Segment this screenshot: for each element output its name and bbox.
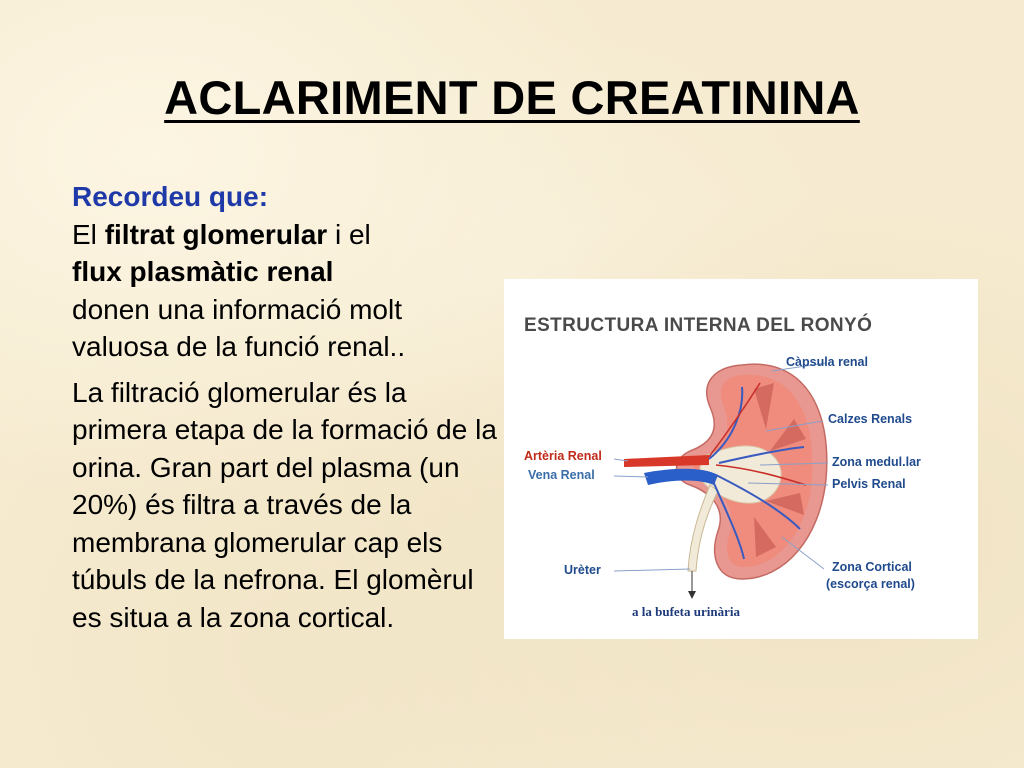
leader-vena [614, 476, 648, 477]
renal-artery-shape [624, 455, 709, 467]
label-zona-medul: Zona medul.lar [832, 455, 921, 469]
recordeu-label: Recordeu que: [72, 181, 269, 212]
renal-vein-shape [644, 469, 718, 485]
body-text [72, 178, 497, 636]
figure-title: ESTRUCTURA INTERNA DEL RONYÓ [524, 315, 873, 336]
label-ureter: Urèter [564, 563, 601, 577]
text-el: El [72, 218, 105, 250]
term-filtrat-glomerular: filtrat glomerular [104, 218, 328, 250]
slide-title: ACLARIMENT DE CREATININA [164, 71, 860, 124]
label-zona-cortical: Zona Cortical [832, 560, 912, 574]
paragraph-filtration: La filtració glomerular és la primera etapa de la formació de la orina. Gran part del plasma (un 20%) és filtra a través de la membrana glomerular cap els túbuls de la nefrona. El glomèrul es situa a la zona cortical. [72, 376, 497, 633]
arrow-head [688, 591, 696, 599]
label-arteria: Artèria Renal [524, 449, 602, 463]
label-calzes: Calzes Renals [828, 412, 913, 426]
kidney-figure [504, 279, 978, 639]
label-capsula: Càpsula renal [786, 355, 868, 369]
text-rest: donen una informació molt valuosa de la funció renal.. [72, 293, 406, 362]
label-escorca: (escorça renal) [826, 577, 915, 591]
ureter-shape [688, 485, 718, 571]
label-bufeta: a la bufeta urinària [632, 604, 740, 619]
label-vena: Vena Renal [528, 468, 595, 482]
term-flux-plasmatic: flux plasmàtic renal [72, 256, 334, 287]
label-pelvis: Pelvis Renal [832, 477, 906, 491]
paragraph-recall [72, 178, 497, 366]
text-i-el: i el [327, 218, 371, 250]
leader-ureter [614, 569, 690, 571]
